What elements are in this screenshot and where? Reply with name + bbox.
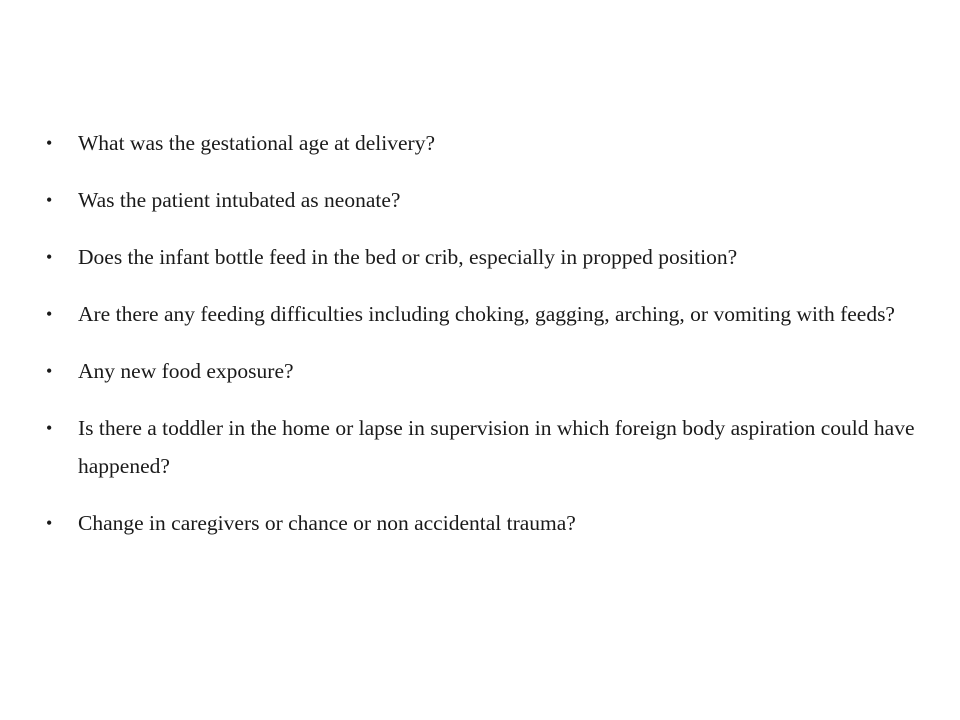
- bullet-text: Are there any feeding difficulties including choking, gagging, arching, or vomiting with feeds?: [78, 302, 895, 326]
- bullet-text: Was the patient intubated as neonate?: [78, 188, 401, 212]
- bullet-text: Does the infant bottle feed in the bed or crib, especially in propped position?: [78, 245, 738, 269]
- bullet-list: [46, 124, 926, 561]
- bullet-icon: •: [46, 418, 53, 438]
- bullet-icon: •: [46, 133, 53, 153]
- bullet-text: Any new food exposure?: [78, 359, 294, 383]
- bullet-item-food-exposure: [46, 352, 926, 390]
- bullet-item-gestational-age: [46, 124, 926, 162]
- bullet-item-intubation: [46, 181, 926, 219]
- bullet-icon: •: [46, 304, 53, 324]
- bullet-text: Change in caregivers or chance or non accidental trauma?: [78, 511, 576, 535]
- bullet-icon: •: [46, 513, 53, 533]
- bullet-item-bottle-feeding: [46, 238, 926, 276]
- bullet-icon: •: [46, 190, 53, 210]
- bullet-item-feeding-difficulties: [46, 295, 926, 333]
- bullet-text: What was the gestational age at delivery?: [78, 131, 435, 155]
- bullet-item-foreign-body: [46, 409, 926, 485]
- bullet-item-caregivers: [46, 504, 926, 542]
- bullet-icon: •: [46, 247, 53, 267]
- bullet-text: Is there a toddler in the home or lapse in supervision in which foreign body aspiration could have happened?: [78, 416, 915, 478]
- bullet-icon: •: [46, 361, 53, 381]
